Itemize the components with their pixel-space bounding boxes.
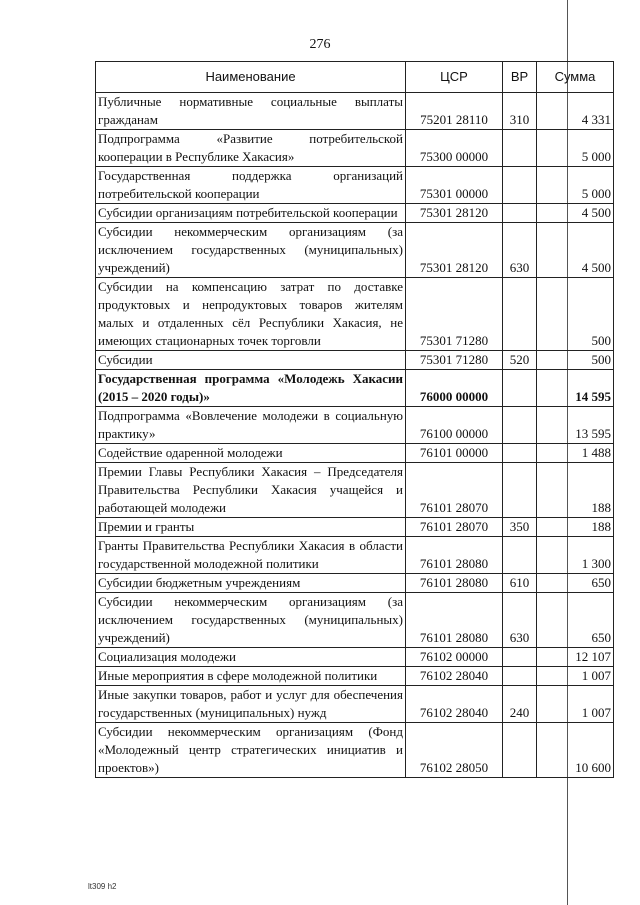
row-csr: 75301 71280 xyxy=(406,278,503,351)
row-name: Иные мероприятия в сфере молодежной политики xyxy=(96,667,406,686)
row-vr: 610 xyxy=(503,574,537,593)
table-row xyxy=(96,130,614,167)
header-csr: ЦСР xyxy=(406,62,503,93)
row-vr xyxy=(503,444,537,463)
table-header-row xyxy=(96,62,614,93)
table-row xyxy=(96,167,614,204)
row-vr xyxy=(503,723,537,778)
row-vr xyxy=(503,648,537,667)
row-name: Субсидии некоммерческим организациям (за исключением государственных (муниципальных) учреждений) xyxy=(96,593,406,648)
row-csr: 76101 28080 xyxy=(406,537,503,574)
row-sum: 5 000 xyxy=(537,167,614,204)
row-name: Подпрограмма «Развитие потребительской кооперации в Республике Хакасия» xyxy=(96,130,406,167)
row-csr: 75300 00000 xyxy=(406,130,503,167)
table-row xyxy=(96,351,614,370)
row-name: Субсидии некоммерческим организациям (за исключением государственных (муниципальных) учреждений) xyxy=(96,223,406,278)
row-name: Подпрограмма «Вовлечение молодежи в социальную практику» xyxy=(96,407,406,444)
row-name: Публичные нормативные социальные выплаты гражданам xyxy=(96,93,406,130)
row-sum: 5 000 xyxy=(537,130,614,167)
budget-table xyxy=(95,61,614,778)
row-csr: 75301 71280 xyxy=(406,351,503,370)
row-csr: 75201 28110 xyxy=(406,93,503,130)
table-row xyxy=(96,648,614,667)
row-vr xyxy=(503,667,537,686)
row-vr: 630 xyxy=(503,223,537,278)
row-vr xyxy=(503,204,537,223)
row-name: Государственная программа «Молодежь Хакасии (2015 – 2020 годы)» xyxy=(96,370,406,407)
row-name: Государственная поддержка организаций потребительской кооперации xyxy=(96,167,406,204)
table-row xyxy=(96,93,614,130)
row-csr: 76102 28040 xyxy=(406,667,503,686)
row-sum: 14 595 xyxy=(537,370,614,407)
row-csr: 75301 00000 xyxy=(406,167,503,204)
row-vr xyxy=(503,370,537,407)
table-row xyxy=(96,204,614,223)
row-name: Иные закупки товаров, работ и услуг для обеспечения государственных (муниципальных) нужд xyxy=(96,686,406,723)
footer-code: lt309 h2 xyxy=(88,882,117,891)
table-row xyxy=(96,537,614,574)
row-sum: 650 xyxy=(537,574,614,593)
row-vr xyxy=(503,278,537,351)
table-row xyxy=(96,370,614,407)
row-csr: 76101 00000 xyxy=(406,444,503,463)
row-csr: 76102 28050 xyxy=(406,723,503,778)
row-name: Субсидии бюджетным учреждениям xyxy=(96,574,406,593)
table-row xyxy=(96,518,614,537)
row-csr: 76101 28080 xyxy=(406,574,503,593)
row-sum: 1 007 xyxy=(537,686,614,723)
header-vr: ВР xyxy=(503,62,537,93)
row-csr: 75301 28120 xyxy=(406,204,503,223)
header-name: Наименование xyxy=(96,62,406,93)
row-sum: 188 xyxy=(537,463,614,518)
row-vr: 350 xyxy=(503,518,537,537)
row-csr: 76100 00000 xyxy=(406,407,503,444)
header-sum: Сумма xyxy=(537,62,614,93)
row-sum: 500 xyxy=(537,351,614,370)
table-row xyxy=(96,278,614,351)
row-name: Премии Главы Республики Хакасия – Председателя Правительства Республики Хакасия учащейся и работающей молодежи xyxy=(96,463,406,518)
table-row xyxy=(96,667,614,686)
table-row xyxy=(96,407,614,444)
row-name: Субсидии на компенсацию затрат по доставке продуктовых и непродуктовых товаров жителям малых и отдаленных сёл Республики Хакасия, не имеющих стационарных точек торговли xyxy=(96,278,406,351)
row-name: Социализация молодежи xyxy=(96,648,406,667)
table-row xyxy=(96,723,614,778)
row-sum: 10 600 xyxy=(537,723,614,778)
row-csr: 76101 28080 xyxy=(406,593,503,648)
row-sum: 4 331 xyxy=(537,93,614,130)
row-vr xyxy=(503,407,537,444)
row-vr: 310 xyxy=(503,93,537,130)
row-sum: 1 300 xyxy=(537,537,614,574)
row-vr: 630 xyxy=(503,593,537,648)
row-csr: 76102 28040 xyxy=(406,686,503,723)
row-csr: 76000 00000 xyxy=(406,370,503,407)
row-name: Субсидии xyxy=(96,351,406,370)
row-sum: 1 488 xyxy=(537,444,614,463)
row-csr: 76101 28070 xyxy=(406,463,503,518)
table-row xyxy=(96,444,614,463)
table-row xyxy=(96,593,614,648)
row-sum: 500 xyxy=(537,278,614,351)
row-sum: 188 xyxy=(537,518,614,537)
row-sum: 1 007 xyxy=(537,667,614,686)
row-name: Субсидии некоммерческим организациям (Фонд «Молодежный центр стратегических инициатив и проектов») xyxy=(96,723,406,778)
page-number: 276 xyxy=(309,37,331,52)
table-row xyxy=(96,574,614,593)
table-row xyxy=(96,223,614,278)
row-name: Премии и гранты xyxy=(96,518,406,537)
row-csr: 75301 28120 xyxy=(406,223,503,278)
row-sum: 12 107 xyxy=(537,648,614,667)
row-vr: 520 xyxy=(503,351,537,370)
row-vr: 240 xyxy=(503,686,537,723)
row-name: Субсидии организациям потребительской кооперации xyxy=(96,204,406,223)
table-row xyxy=(96,463,614,518)
row-vr xyxy=(503,537,537,574)
table-row xyxy=(96,686,614,723)
row-sum: 4 500 xyxy=(537,223,614,278)
row-csr: 76102 00000 xyxy=(406,648,503,667)
row-vr xyxy=(503,463,537,518)
row-csr: 76101 28070 xyxy=(406,518,503,537)
row-sum: 650 xyxy=(537,593,614,648)
row-name: Гранты Правительства Республики Хакасия в области государственной молодежной политики xyxy=(96,537,406,574)
row-sum: 13 595 xyxy=(537,407,614,444)
row-sum: 4 500 xyxy=(537,204,614,223)
row-vr xyxy=(503,130,537,167)
row-vr xyxy=(503,167,537,204)
row-name: Содействие одаренной молодежи xyxy=(96,444,406,463)
